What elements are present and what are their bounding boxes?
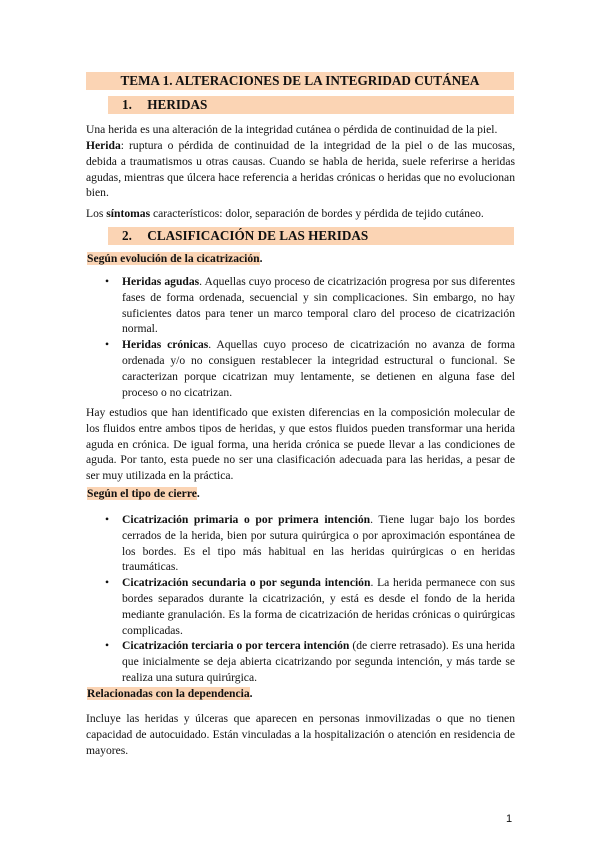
subheading-text: Según evolución de la cicatrización <box>87 252 260 265</box>
item-term: Heridas crónicas <box>122 338 209 352</box>
bullet-icon: • <box>105 275 110 288</box>
subheading-text: Relacionadas con la dependencia <box>87 687 250 700</box>
bullet-icon: • <box>105 576 110 590</box>
item-text: . Aquellas cuyo proceso de cicatrización progresa por sus diferentes fases de forma ordenada, secuencial y sin complicaciones. Sin embargo, no hay suficientes datos para tener un marco temporal claro del proceso de cicatrización normal. <box>122 275 516 336</box>
intro-paragraph-1: Una herida es una alteración de la integridad cutánea o pérdida de continuidad de la piel. <box>86 123 498 136</box>
subheading-dot: . <box>259 252 263 265</box>
section-number: 1. <box>122 97 132 112</box>
item-text: . Tiene lugar bajo los bordes cerrados de la herida, bien por sutura quirúrgica o por aproximación espontánea de los bordes. Es el tipo más habitual en las heridas quirúrgicas o en heridas traumáticas. <box>122 513 515 574</box>
item-text: . Aquellas cuyo proceso de cicatrización no avanza de forma ordenada y/o no consiguen restablecer la integridad estructural o funcional. Se caracterizan porque cicatrizan muy lentamente, se detienen en alguna fase del proceso o no cicatrizan. <box>122 338 515 399</box>
section-number: 2. <box>122 228 132 243</box>
definition-term: Herida <box>86 139 121 152</box>
item-term: Cicatrización primaria o por primera intención <box>122 513 371 526</box>
document-title: TEMA 1. ALTERACIONES DE LA INTEGRIDAD CUTÁNEA <box>86 72 514 90</box>
definition-paragraph <box>86 138 515 201</box>
list-item <box>86 638 515 685</box>
item-term: Cicatrización terciaria o por tercera intención <box>122 639 350 653</box>
symptoms-paragraph <box>86 206 515 222</box>
item-term: Heridas agudas <box>122 275 200 288</box>
bullet-icon: • <box>105 338 110 352</box>
definition-text: : ruptura o pérdida de continuidad de la integridad de la piel o de las mucosas, debida a traumatismos u otras causas. Cuando se habla de herida, suele referirse a heridas agudas, mientras que úlcera hace referencia a heridas crónicas o heridas que no evolucionan bien. <box>86 139 515 200</box>
list-item <box>86 337 515 400</box>
evolucion-paragraph: Hay estudios que han identificado que existen diferencias en la composición molecular de los fluidos entre ambos tipos de heridas, y que estos fluidos pueden transformar una herida aguda en crónica. De igual forma, una herida crónica se puede llevar a las condiciones de aguda. Por tanto, esta puede no ser una clasificación adecuada para las heridas, a pesar de ser muy utilizada en la práctica. <box>86 406 515 483</box>
item-term: Cicatrización secundaria o por segunda intención <box>122 576 371 590</box>
page-number: 1 <box>506 813 513 825</box>
symptoms-prefix: Los <box>86 207 107 220</box>
bullet-icon: • <box>105 513 110 526</box>
cierre-list <box>86 512 515 686</box>
subheading-dot: . <box>196 487 200 500</box>
symptoms-term: síntomas <box>106 207 151 220</box>
evolucion-list <box>86 274 515 400</box>
subheading-evolucion <box>86 251 264 266</box>
list-item <box>86 575 515 638</box>
subheading-cierre <box>86 486 201 501</box>
section-title: CLASIFICACIÓN DE LAS HERIDAS <box>147 228 369 243</box>
list-item <box>86 274 515 337</box>
symptoms-text: característicos: dolor, separación de bordes y pérdida de tejido cutáneo. <box>150 207 484 220</box>
section-heading-heridas <box>108 96 514 114</box>
subheading-dot: . <box>249 687 253 700</box>
section-heading-clasificacion <box>108 227 514 245</box>
bullet-icon: • <box>105 639 110 653</box>
subheading-text: Según el tipo de cierre <box>87 487 197 500</box>
list-item <box>86 512 515 575</box>
item-text: . La herida permanece con sus bordes separados durante la cicatrización, y está es desde el fondo de la herida mediante granulación. Es la forma de cicatrización de heridas crónicas o quirúrgicas complicadas. <box>122 576 515 637</box>
dependencia-paragraph: Incluye las heridas y úlceras que aparecen en personas inmovilizadas o que no tienen capacidad de autocuidado. Están vinculadas a la hospitalización o atención en residencia de mayores. <box>86 712 515 757</box>
subheading-dependencia <box>86 686 254 701</box>
item-text: (de cierre retrasado). Es una herida que inicialmente se deja abierta cicatrizando por segunda intención, y más tarde se realiza una sutura quirúrgica. <box>122 639 515 684</box>
section-title: HERIDAS <box>147 97 208 112</box>
